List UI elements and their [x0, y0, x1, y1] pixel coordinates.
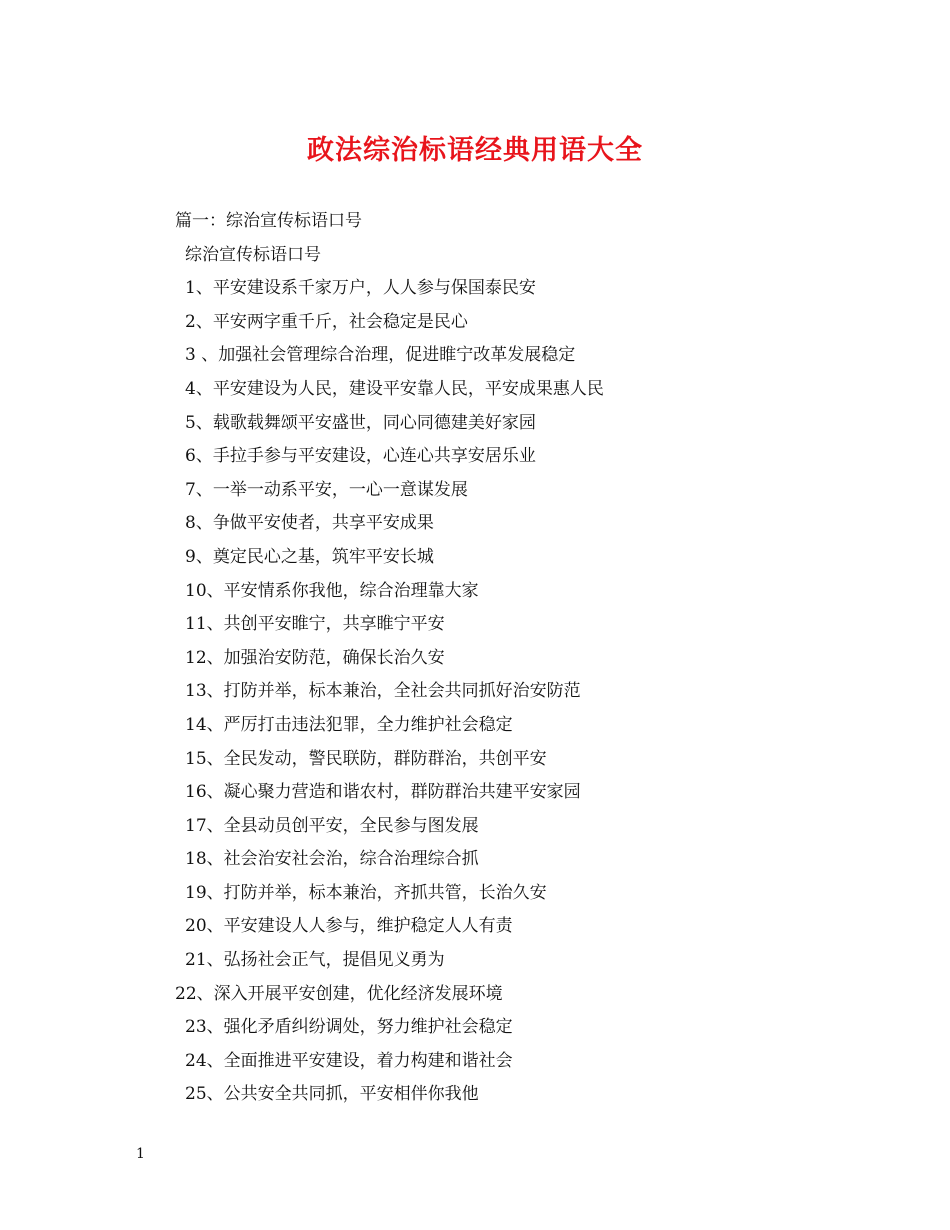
- list-item: 11、共创平安睢宁，共享睢宁平安: [185, 614, 445, 635]
- subheading: 综治宣传标语口号: [185, 244, 321, 265]
- list-item: 25、公共安全共同抓，平安相伴你我他: [185, 1084, 479, 1105]
- page-number: 1: [136, 1146, 145, 1162]
- list-item: 8、争做平安使者，共享平安成果: [185, 513, 434, 534]
- list-item: 15、全民发动，警民联防，群防群治，共创平安: [185, 748, 547, 769]
- list-item: 9、奠定民心之基，筑牢平安长城: [185, 546, 434, 567]
- list-item: 7、一举一动系平安，一心一意谋发展: [185, 479, 468, 500]
- list-item: 5、载歌载舞颂平安盛世，同心同德建美好家园: [185, 412, 536, 433]
- page-title: 政法综治标语经典用语大全: [307, 135, 643, 166]
- list-item: 10、平安情系你我他，综合治理靠大家: [185, 580, 479, 601]
- list-item: 4、平安建设为人民，建设平安靠人民，平安成果惠人民: [185, 378, 604, 399]
- list-item: 18、社会治安社会治，综合治理综合抓: [185, 849, 479, 870]
- list-item: 23、强化矛盾纠纷调处，努力维护社会稳定: [185, 1017, 513, 1038]
- list-item: 14、严厉打击违法犯罪，全力维护社会稳定: [185, 714, 513, 735]
- list-item: 3 、加强社会管理综合治理，促进睢宁改革发展稳定: [185, 345, 576, 366]
- list-item: 20、平安建设人人参与，维护稳定人人有责: [185, 916, 513, 937]
- list-item: 16、凝心聚力营造和谐农村，群防群治共建平安家园: [185, 782, 581, 803]
- list-item: 1、平安建设系千家万户，人人参与保国泰民安: [185, 278, 536, 299]
- list-item: 19、打防并举，标本兼治，齐抓共管，长治久安: [185, 882, 547, 903]
- list-item: 22、深入开展平安创建，优化经济发展环境: [175, 983, 503, 1004]
- list-item: 24、全面推进平安建设，着力构建和谐社会: [185, 1050, 513, 1071]
- slogan-list: [175, 205, 875, 1112]
- section-heading: 篇一：综治宣传标语口号: [175, 211, 362, 231]
- list-item: 12、加强治安防范，确保长治久安: [185, 647, 445, 668]
- list-item: 21、弘扬社会正气，提倡见义勇为: [185, 950, 445, 971]
- list-item: 2、平安两字重千斤，社会稳定是民心: [185, 311, 468, 332]
- list-item: 13、打防并举，标本兼治，全社会共同抓好治安防范: [185, 681, 581, 702]
- list-item: 17、全县动员创平安，全民参与图发展: [185, 815, 479, 836]
- list-item: 6、手拉手参与平安建设，心连心共享安居乐业: [185, 446, 536, 467]
